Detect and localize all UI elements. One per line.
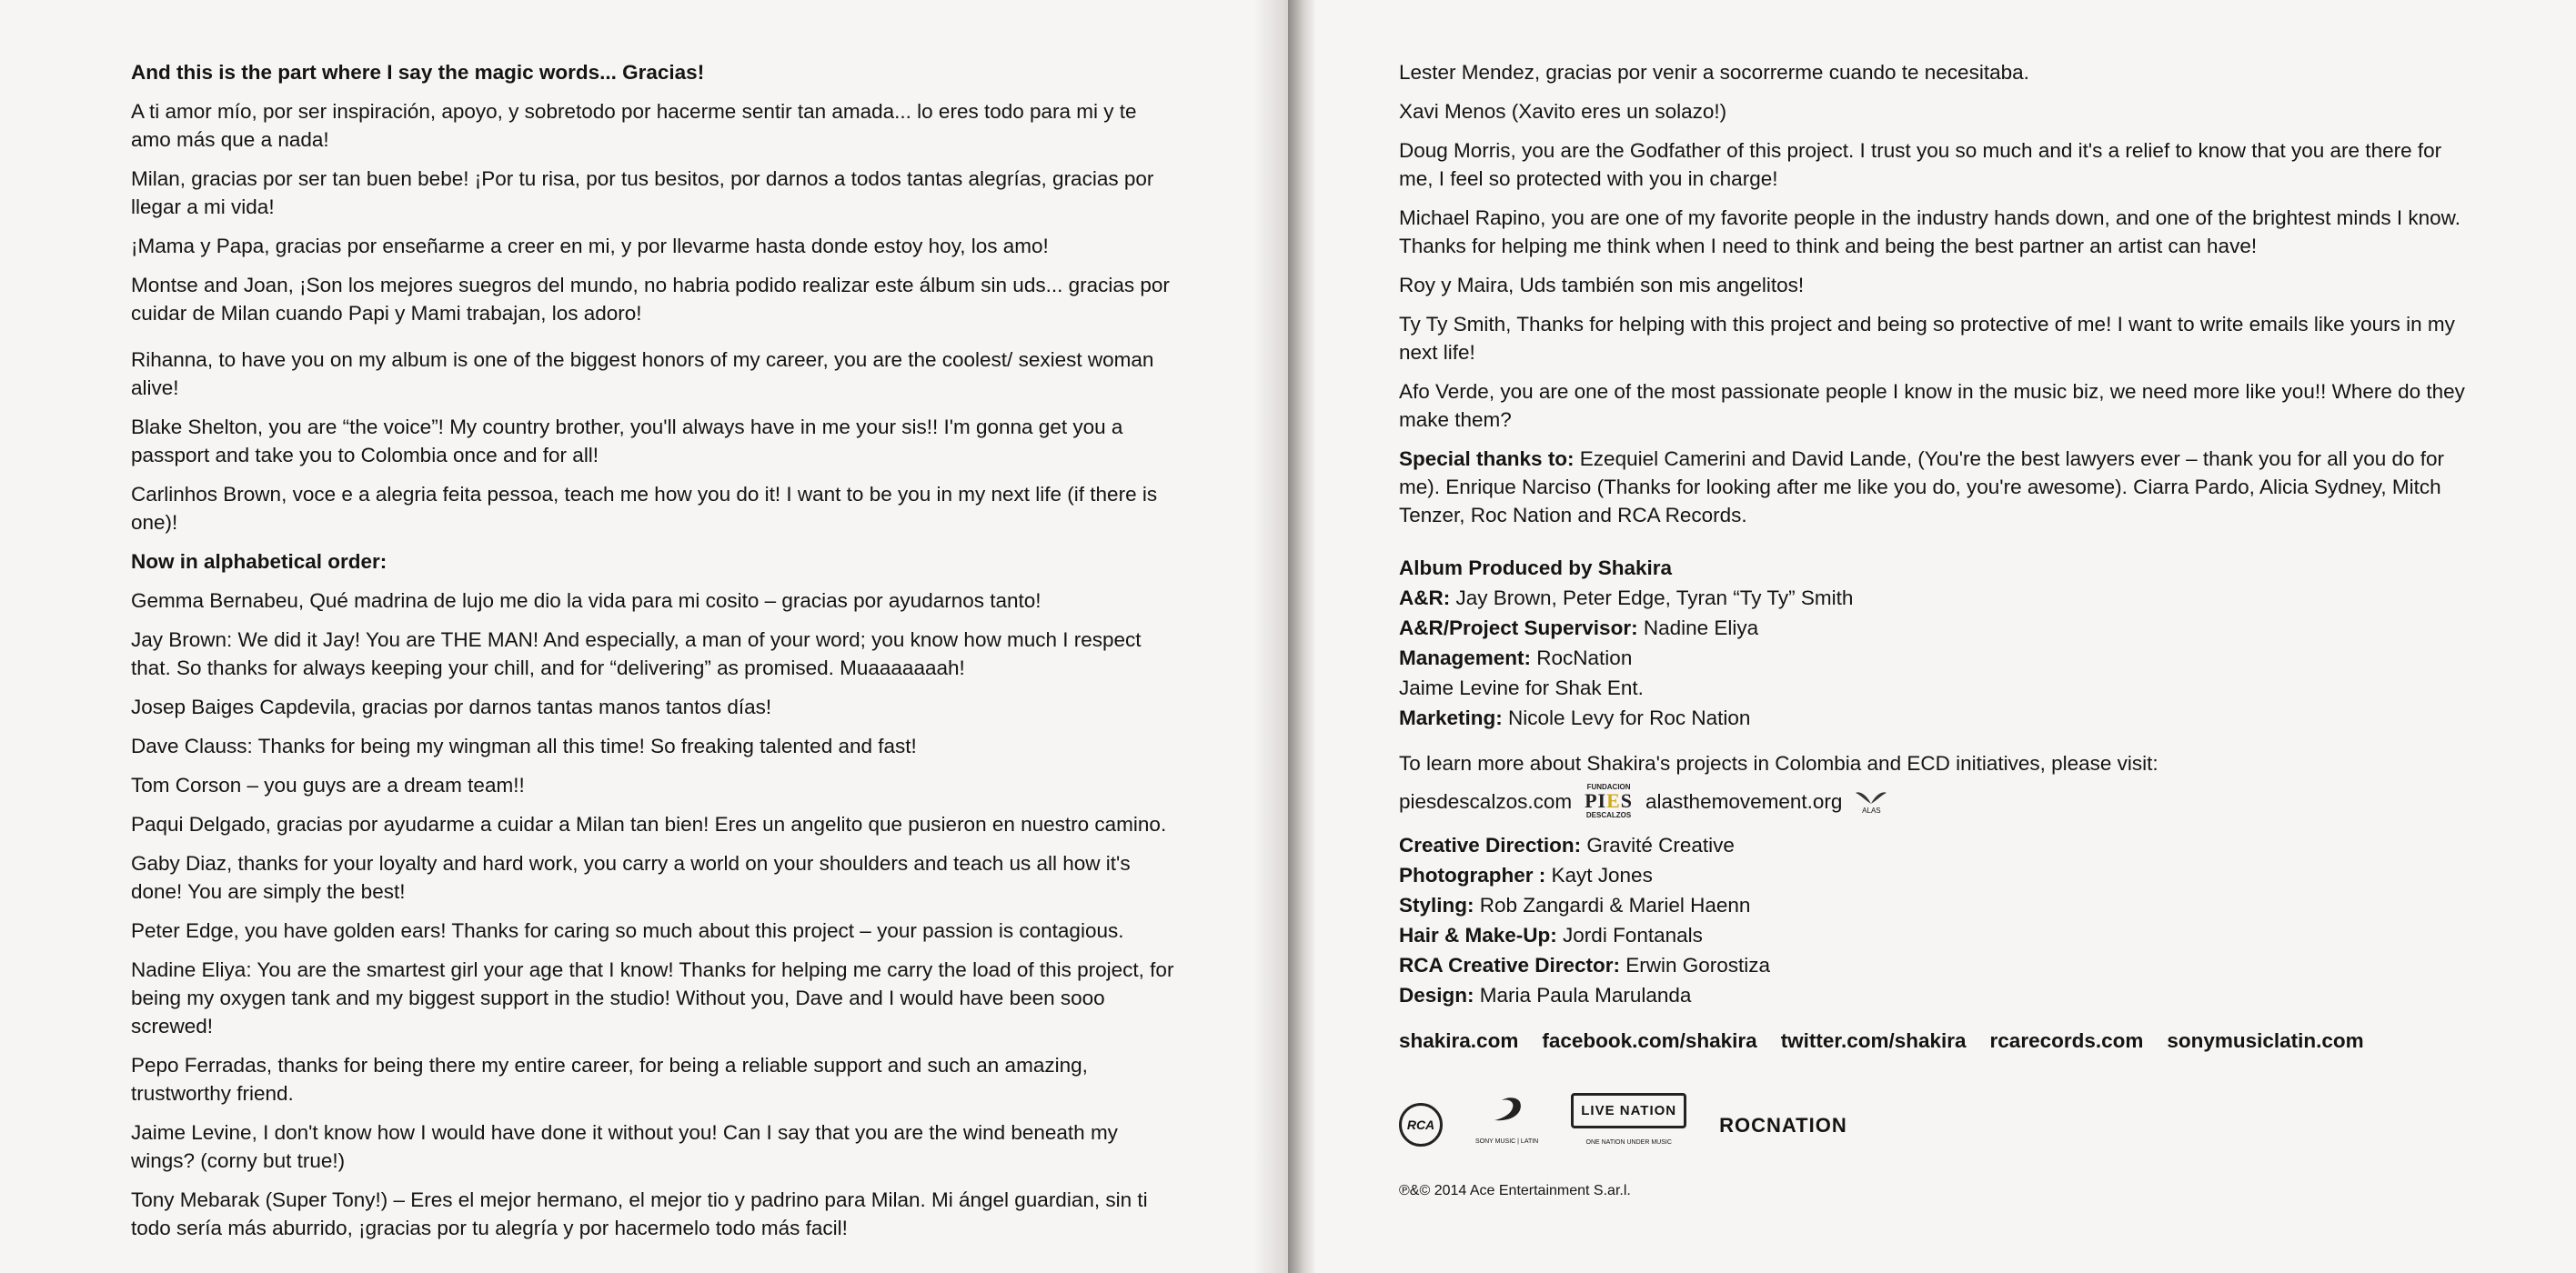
credit-label: A&R:: [1399, 586, 1451, 609]
alas-link[interactable]: alasthemovement.org: [1645, 789, 1843, 813]
credit-value: RocNation: [1531, 647, 1633, 669]
credit-line: [1399, 860, 2476, 890]
live-nation-text: LIVE NATION: [1571, 1093, 1686, 1128]
label-logos: [1399, 1093, 2476, 1157]
link-facebook[interactable]: facebook.com/shakira: [1542, 1029, 1757, 1052]
credit-label: Management:: [1399, 647, 1532, 669]
credit-line: [1399, 613, 2476, 643]
sony-caption: SONY MUSIC | LATIN: [1475, 1138, 1539, 1145]
thanks-paragraph: Lester Mendez, gracias por venir a socorrerme cuando te necesitaba.: [1399, 61, 2029, 84]
thanks-paragraph: Rihanna, to have you on my album is one of the biggest honors of my career, you are the coolest/ sexiest woman alive!: [131, 348, 1154, 399]
thanks-paragraph: Gemma Bernabeu, Qué madrina de lujo me dio la vida para mi cosito – gracias por ayudarnos tanto!: [131, 589, 1041, 612]
thanks-paragraph: Paqui Delgado, gracias por ayudarme a cuidar a Milan tan bien! Eres un angelito que pusieron en nuestro camino.: [131, 813, 1167, 836]
thanks-paragraph: A ti amor mío, por ser inspiración, apoyo, y sobretodo por hacerme sentir tan amada... lo eres todo para mi y te amo más que a nada!: [131, 100, 1137, 151]
credit-value: Gravité Creative: [1581, 834, 1735, 857]
live-nation-logo: [1571, 1093, 1686, 1157]
intro-heading: And this is the part where I say the magic words... Gracias!: [131, 61, 705, 84]
thanks-paragraph: Milan, gracias por ser tan buen bebe! ¡Por tu risa, por tus besitos, por darnos a todos tantas alegrías, gracias por llegar a mi vida!: [131, 167, 1154, 218]
thanks-paragraph: Jay Brown: We did it Jay! You are THE MAN! And especially, a man of your word; you know how much I respect that. So thanks for always keeping your chill, and for “delivering” as promised. Muaaaaaaah!: [131, 628, 1142, 679]
website-links: [1399, 1027, 2476, 1055]
pies-logo-main: PIES: [1585, 789, 1634, 812]
sony-swirl-icon: [1487, 1095, 1527, 1128]
credit-line: [1399, 890, 2476, 920]
special-thanks-label: Special thanks to:: [1399, 447, 1575, 470]
learn-more-text: To learn more about Shakira's projects in Colombia and ECD initiatives, please visit:: [1399, 752, 2158, 775]
thanks-paragraph: Ty Ty Smith, Thanks for helping with this project and being so protective of me! I want to write emails like yours in my next life!: [1399, 313, 2455, 364]
thanks-paragraph: Pepo Ferradas, thanks for being there my entire career, for being a reliable support and such an amazing, trustworthy friend.: [131, 1054, 1088, 1105]
special-thanks-text: Ezequiel Camerini and David Lande, (You're the best lawyers ever – thank you for all you do for me). Enrique Narciso (Thanks for looking after me like you do, you're awesome). Ciarra Pardo, Alicia Sydney, Mitch Tenzer, Roc Nation and RCA Records.: [1399, 447, 2445, 526]
right-column: [1399, 58, 2476, 1205]
credit-label: Marketing:: [1399, 707, 1503, 729]
credit-line: Jaime Levine for Shak Ent.: [1399, 677, 1644, 699]
special-thanks: [1399, 445, 2476, 529]
credit-label: Styling:: [1399, 894, 1474, 917]
thanks-paragraph: Dave Clauss: Thanks for being my wingman all this time! So freaking talented and fast!: [131, 735, 917, 757]
foundation-links: [1399, 783, 2476, 819]
thanks-paragraph: Montse and Joan, ¡Son los mejores suegros del mundo, no habria podido realizar este álbum sin uds... gracias por cuidar de Milan cuando Papi y Mami trabajan, los adoro!: [131, 274, 1170, 325]
creative-credits: [1399, 830, 2476, 1010]
thanks-paragraph: Peter Edge, you have golden ears! Thanks for caring so much about this project – your passion is contagious.: [131, 919, 1124, 942]
thanks-paragraph: Tony Mebarak (Super Tony!) – Eres el mejor hermano, el mejor tio y padrino para Milan. Mi ángel guardian, sin ti todo sería más aburrido, ¡gracias por tu alegría y por hacermelo todo más facil!: [131, 1188, 1148, 1239]
credit-line: [1399, 643, 2476, 673]
thanks-paragraph: Michael Rapino, you are one of my favorite people in the industry hands down, and one of the brightest minds I know. Thanks for helping me think when I need to think and being the best partner an artist can have!: [1399, 206, 2460, 257]
thanks-paragraph: Tom Corson – you guys are a dream team!!: [131, 774, 525, 797]
pies-logo-top: FUNDACION: [1586, 783, 1631, 791]
credit-label: Photographer :: [1399, 864, 1546, 887]
credit-label: Creative Direction:: [1399, 834, 1582, 857]
credit-line: [1399, 583, 2476, 613]
left-column: [131, 58, 1182, 1253]
thanks-paragraph: Roy y Maira, Uds también son mis angelitos!: [1399, 274, 1805, 296]
credit-value: Nadine Eliya: [1637, 616, 1759, 639]
credit-value: Nicole Levy for Roc Nation: [1502, 707, 1751, 729]
live-nation-caption: ONE NATION UNDER MUSIC: [1585, 1139, 1672, 1146]
thanks-paragraph: Josep Baiges Capdevila, gracias por darnos tantas manos tantos días!: [131, 696, 772, 718]
credit-value: Erwin Gorostiza: [1620, 954, 1771, 977]
link-rcarecords[interactable]: rcarecords.com: [1989, 1029, 2144, 1052]
credits-block: [1399, 553, 2476, 733]
pies-descalzos-logo: [1585, 783, 1633, 819]
alphabetical-heading: Now in alphabetical order:: [131, 550, 387, 573]
credit-label: RCA Creative Director:: [1399, 954, 1620, 977]
link-shakira[interactable]: shakira.com: [1399, 1029, 1519, 1052]
credit-label: A&R/Project Supervisor:: [1399, 616, 1638, 639]
thanks-paragraph: Xavi Menos (Xavito eres un solazo!): [1399, 100, 1727, 123]
thanks-paragraph: Blake Shelton, you are “the voice”! My country brother, you'll always have in me your sis!! I'm gonna get you a passport and take you to Colombia once and for all!: [131, 416, 1123, 466]
copyright: ℗&© 2014 Ace Entertainment S.ar.l.: [1399, 1183, 1631, 1198]
sony-music-logo: [1475, 1095, 1538, 1156]
roc-nation-logo: ROCNATION: [1719, 1113, 1847, 1137]
credit-value: Kayt Jones: [1545, 864, 1653, 887]
credit-line: [1399, 980, 2476, 1010]
credit-value: Jay Brown, Peter Edge, Tyran “Ty Ty” Smith: [1450, 586, 1854, 609]
thanks-paragraph: Gaby Diaz, thanks for your loyalty and hard work, you carry a world on your shoulders and teach us all how it's done! You are simply the best!: [131, 852, 1131, 903]
thanks-paragraph: Carlinhos Brown, voce e a alegria feita pessoa, teach me how you do it! I want to be you in my next life (if there is one)!: [131, 483, 1158, 534]
produced-by: Album Produced by Shakira: [1399, 556, 1673, 579]
link-twitter[interactable]: twitter.com/shakira: [1780, 1029, 1967, 1052]
credit-value: Maria Paula Marulanda: [1474, 984, 1692, 1007]
credit-line: [1399, 920, 2476, 950]
alas-logo-icon: [1855, 787, 1887, 815]
rca-logo: RCA: [1399, 1103, 1443, 1147]
alas-logo-text: ALAS: [1862, 807, 1881, 815]
credit-label: Design:: [1399, 984, 1474, 1007]
pies-link[interactable]: piesdescalzos.com: [1399, 789, 1573, 813]
credit-value: Rob Zangardi & Mariel Haenn: [1474, 894, 1751, 917]
thanks-paragraph: Nadine Eliya: You are the smartest girl your age that I know! Thanks for helping me carry the load of this project, for being my oxygen tank and my biggest support in the studio! Without you, Dave and I would have been sooo screwed!: [131, 958, 1174, 1037]
thanks-paragraph: Doug Morris, you are the Godfather of this project. I trust you so much and it's a relief to know that you are there for me, I feel so protected with you in charge!: [1399, 139, 2442, 190]
credit-line: [1399, 703, 2476, 733]
credit-label: Hair & Make-Up:: [1399, 924, 1557, 947]
thanks-paragraph: Jaime Levine, I don't know how I would have done it without you! Can I say that you are the wind beneath my wings? (corny but true!): [131, 1121, 1118, 1172]
link-sonymusiclatin[interactable]: sonymusiclatin.com: [2167, 1029, 2364, 1052]
thanks-paragraph: Afo Verde, you are one of the most passionate people I know in the music biz, we need more like you!! Where do they make them?: [1399, 380, 2465, 431]
credit-line: [1399, 950, 2476, 980]
page-gutter-fold: [1288, 0, 1315, 1273]
pies-logo-bottom: DESCALZOS: [1585, 811, 1632, 819]
credit-value: Jordi Fontanals: [1556, 924, 1703, 947]
credit-line: [1399, 830, 2476, 860]
thanks-paragraph: ¡Mama y Papa, gracias por enseñarme a creer en mi, y por llevarme hasta donde estoy hoy, los amo!: [131, 235, 1049, 257]
